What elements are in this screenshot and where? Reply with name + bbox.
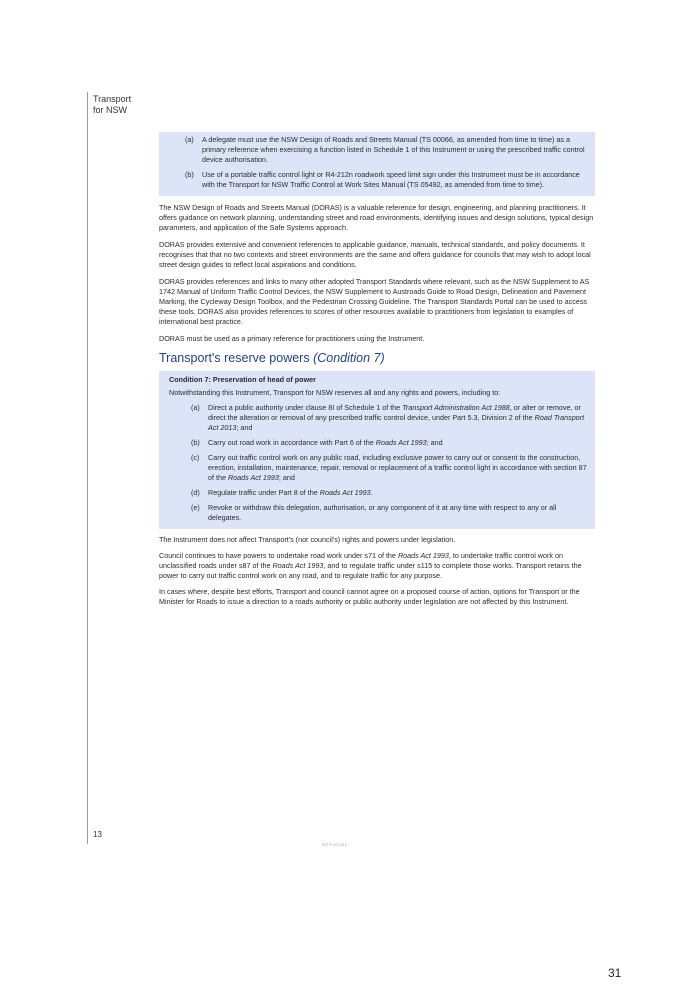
list-item bbox=[185, 488, 587, 498]
act-name: Transport Administration Act 1988 bbox=[402, 403, 510, 412]
item-label: (a) bbox=[191, 403, 200, 412]
item-text: , or alter or remove, or direct the alteration or removal of any prescribed traffic control device, under Part 5.3, Division 2 of the bbox=[208, 403, 581, 422]
item-text: ; and bbox=[426, 438, 443, 447]
box-title: Condition 7: Preservation of head of power bbox=[169, 375, 316, 384]
post-box-text bbox=[159, 535, 595, 607]
list-item bbox=[185, 403, 587, 433]
classification-label: OFFICIAL bbox=[322, 842, 349, 847]
brand-logo-text: Transport for NSW bbox=[93, 94, 132, 115]
item-text: Direct a public authority under clause 8I of Schedule 1 of the bbox=[208, 403, 403, 412]
margin-rule bbox=[87, 92, 88, 844]
text-run: , and to regulate traffic under s115 to complete those works. Transport retains the power to carry out traffic control work on any road, and to regulate traffic for any purpose. bbox=[159, 561, 582, 580]
list-item bbox=[185, 453, 587, 483]
act-name: Roads Act 1993 bbox=[375, 438, 427, 447]
act-name: Roads Act 1993 bbox=[272, 561, 324, 570]
paragraph: In cases where, despite best efforts, Transport and council cannot agree on a proposed course of action, options for Transport or the Minister for Roads to issue a direction to a roads authority or public authority under legislation are not affected by this Instrument. bbox=[159, 587, 580, 606]
item-text: Use of a portable traffic control light or R4-212n roadwork speed limit sign under this Instrument must be in accordance with the Transport for NSW Traffic Control at Work Sites Manual (TS 05492, as amended from time to time). bbox=[202, 170, 580, 189]
item-text: Carry out road work in accordance with Part 6 of the bbox=[208, 438, 376, 447]
condition-7-box bbox=[159, 371, 595, 529]
item-label: (b) bbox=[185, 170, 194, 179]
page-content bbox=[159, 132, 595, 607]
section-heading bbox=[159, 350, 595, 366]
item-label: (a) bbox=[185, 135, 194, 144]
paragraph: DORAS provides references and links to many other adopted Transport Standards where relevant, such as the NSW Supplement to AS 1742 Manual of Uniform Traffic Control Devices, the NSW Supplement to Austroads Guide to Road Design, Delineation and Pavement Marking, the Cycleway Design Toolbox, and the Pedestrian Crossing Guideline. The Transport Standards Portal can be used to access these tools. DORAS also provides references to scores of other resources available to practitioners from legislation to examples of international best practice. bbox=[159, 277, 590, 326]
conditions-box bbox=[159, 132, 595, 196]
heading-suffix: (Condition 7) bbox=[313, 351, 385, 365]
paragraph: The Instrument does not affect Transport's (nor council's) rights and powers under legislation. bbox=[159, 535, 456, 544]
heading-text: Transport's reserve powers bbox=[159, 351, 310, 365]
act-name: Roads Act 1993 bbox=[227, 473, 279, 482]
box-intro: Notwithstanding this Instrument, Transport for NSW reserves all and any rights and powers, including to: bbox=[169, 388, 501, 397]
list-item bbox=[179, 170, 587, 190]
list-item bbox=[185, 438, 587, 448]
item-label: (e) bbox=[191, 503, 200, 512]
item-text: A delegate must use the NSW Design of Roads and Streets Manual (TS 00066, as amended from time to time) as a primary reference when exercising a function listed in Schedule 1 of this Instrument or using the prescribed traffic control device authorisation. bbox=[202, 135, 585, 164]
item-label: (c) bbox=[191, 453, 200, 462]
item-text: . bbox=[370, 488, 373, 497]
item-label: (d) bbox=[191, 488, 200, 497]
outer-page-number: 31 bbox=[608, 966, 622, 980]
item-text: Revoke or withdraw this delegation, authorisation, or any component of it at any time with respect to any or all delegates. bbox=[208, 503, 557, 522]
item-text: Regulate traffic under Part 8 of the bbox=[208, 488, 320, 497]
act-name: Roads Act 1993 bbox=[319, 488, 371, 497]
text-run: , to undertake traffic control work on unclassified roads under s87 of the bbox=[159, 551, 563, 570]
paragraph: DORAS provides extensive and convenient references to applicable guidance, manuals, technical standards, and policy documents. It recognises that that no two contexts and street environments are the same and offers guidance for councils that may wish to adopt local street design guides to reflect local aspirations and conditions. bbox=[159, 240, 591, 269]
act-name: Road Transport Act 2013 bbox=[208, 413, 585, 432]
item-text: ; and bbox=[236, 423, 253, 432]
page-number: 13 bbox=[93, 830, 102, 839]
list-item bbox=[179, 135, 587, 165]
item-label: (b) bbox=[191, 438, 200, 447]
paragraph bbox=[159, 551, 595, 581]
list-item bbox=[185, 503, 587, 523]
powers-list bbox=[169, 403, 587, 523]
item-text: Carry out traffic control work on any public road, including exclusive power to carry out or consent to the construction, erection, installation, maintenance, repair, removal or replacement of a traffic control light in accordance with section 87 of the bbox=[208, 453, 587, 482]
paragraph: The NSW Design of Roads and Streets Manual (DORAS) is a valuable reference for design, engineering, and planning practitioners. It offers guidance on network planning, understanding street and road environments, identifying issues and design solutions, typical design parameters, and application of the Safe Systems approach. bbox=[159, 203, 594, 232]
paragraph: DORAS must be used as a primary reference for practitioners using the Instrument. bbox=[159, 334, 425, 343]
text-run: Council continues to have powers to undertake road work under s71 of the bbox=[159, 551, 398, 560]
act-name: Roads Act 1993 bbox=[397, 551, 449, 560]
item-text: ; and bbox=[278, 473, 295, 482]
